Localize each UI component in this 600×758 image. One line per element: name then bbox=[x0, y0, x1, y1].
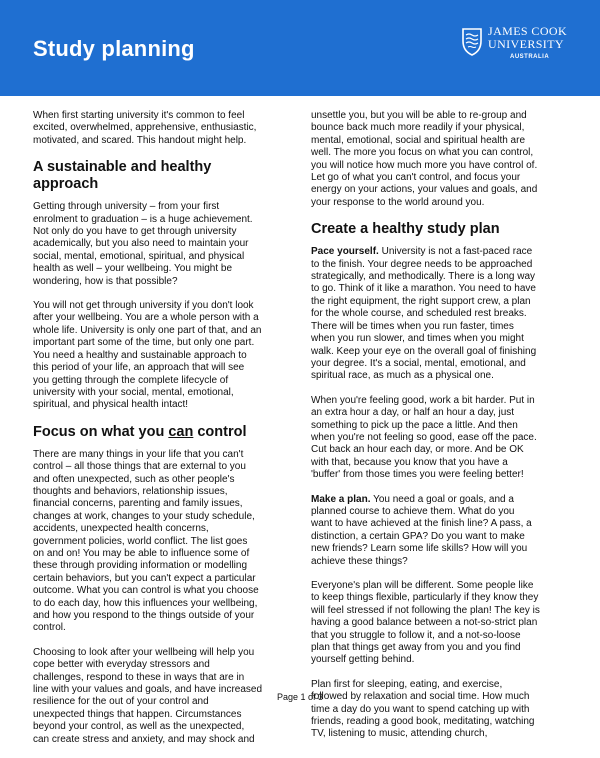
focus-paragraph-1: There are many things in your life that you can't control – all those things that are external to you and often unexpected, such as other people's thoughts and behaviors, relationship issues, financial concerns, parenting and family issues, changes at work, changes to your study schedule, accidents, unexpected health concerns, government policies, world conflict. The list goes on and on! You may be able to influence some of these through providing information or modelling certain behaviors, but you can't expect a particular outcome. What you can control is what you choose to do each day, how this influences your wellbeing, and how you respond to the things outside of your control. bbox=[33, 448, 259, 634]
left-column bbox=[33, 110, 283, 758]
logo-text-line1: JAMES COOK bbox=[488, 24, 568, 38]
heading-focus-control bbox=[33, 424, 283, 441]
sustainable-paragraph-1: Getting through university – from your first enrolment to graduation – is a huge achievement. Not only do you have to get through university academically, but you also need to maintain your social, mental, emotional, spiritual, and physical health as well – your wellbeing. You might be wondering, how is that possible? bbox=[33, 201, 253, 287]
pace-paragraph bbox=[311, 246, 573, 382]
page-number: Page 1 of 3 bbox=[276, 692, 324, 702]
focus-paragraph-2: Choosing to look after your wellbeing will help you cope better with everyday stressors and challenges, respond to these in ways that are in line with your values and goals, and have increased resilience for the out of your control and unexpected things that happen. Circumstances beyond your control, as well as the unexpected, can create stress and anxiety, and may shock and bbox=[33, 646, 263, 745]
plan-text: You need a goal or goals, and a planned course to achieve them. What do you want to have achieved at the finish line? A pass, a distinction, a certain GPA? Do you want to make new friends? Learn some life skills? How will you achieve these things? bbox=[311, 493, 532, 567]
heading-focus-underlined: can bbox=[168, 423, 194, 440]
pace-lead: Pace yourself. bbox=[311, 246, 379, 258]
heading-sustainable-approach: A sustainable and healthy approach bbox=[33, 159, 212, 193]
university-logo bbox=[460, 24, 590, 70]
shield-crest-icon bbox=[460, 26, 484, 56]
sustainable-paragraph-2: You will not get through university if you don't look after your wellbeing. You are a whole person with a whole life. University is only one part of that, and an important part some of the time, but only one part. You need a healthy and sustainable approach to this period of your life, an approach that will see you getting through the complete lifecycle of university with your social, mental, emotional, spiritual, and physical health intact! bbox=[33, 300, 262, 411]
right-column bbox=[311, 110, 573, 753]
everyone-paragraph: Everyone's plan will be different. Some people like to keep things flexible, particularly if they know they will feel stressed if not following the plan! The key is having a good balance between a not-so-strict plan that you struggle to follow it, and a not-so-loose plan that things get away from you and you find yourself getting behind. bbox=[311, 580, 540, 666]
heading-study-plan: Create a healthy study plan bbox=[311, 221, 500, 238]
continued-paragraph: unsettle you, but you will be able to re-group and bounce back much more readily if your physical, mental, emotional, social and spiritual health are well. The more you focus on what you can control, you will notice how much more you have control of. Let go of what you can't control, and focus your energy on your actions, your values and goals, and your response to the world around you. bbox=[311, 110, 538, 208]
heading-focus-pre: Focus on what you bbox=[33, 423, 169, 440]
plan-first-paragraph: Plan first for sleeping, eating, and exercise, followed by relaxation and social time. How much time a day do you want to spend catching up with friends, reading a good book, meditating, watching TV, listening to music, attending church, bbox=[311, 678, 535, 740]
logo-text-line2: UNIVERSITY bbox=[488, 37, 564, 51]
plan-lead: Make a plan. bbox=[311, 493, 371, 505]
intro-paragraph: When first starting university it's common to feel excited, overwhelmed, apprehensive, enthusiastic, motivated, and scared. This handout might help. bbox=[33, 110, 257, 146]
header-banner bbox=[0, 0, 600, 96]
heading-focus-post: control bbox=[193, 423, 247, 440]
page-title: Study planning bbox=[33, 36, 195, 61]
good-work-paragraph: When you're feeling good, work a bit harder. Put in an extra hour a day, or half an hour a day, just something to pick up the pace a little. And then when you're not feeling so good, ease off the pace. Cut back an hour each day, or more. And be OK with that, because you know that you have a 'buffer' from those times you were feeling better! bbox=[311, 394, 537, 481]
logo-text-line3: AUSTRALIA bbox=[510, 54, 550, 60]
make-plan-paragraph bbox=[311, 494, 573, 568]
pace-text: University is not a fast-paced race to the finish. Your degree needs to be approached strategically, and methodically. There is a long way to go. Think of it like a marathon. You need to have the right equipment, the right support crew, a plan for the whole course, and scheduled rest breaks. There will be times when you run faster, times when you run slower, and times when you might walk. Keep your eye on the overall goal of finishing your degree. It's a social, mental, emotional, and spiritual race, as much as a physical one. bbox=[311, 246, 537, 382]
